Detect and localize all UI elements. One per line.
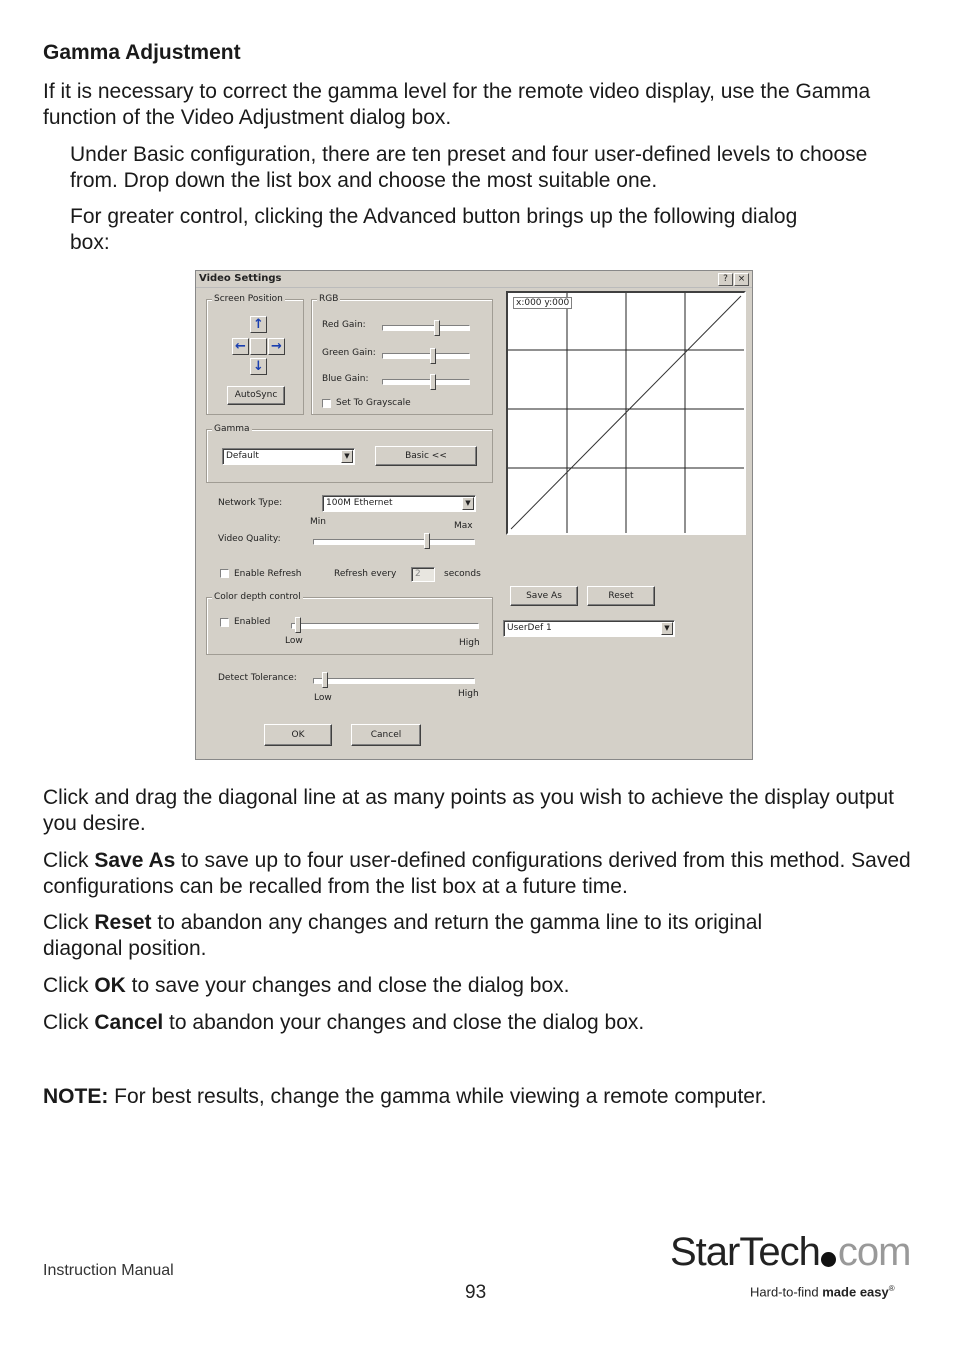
arrow-up-icon[interactable]: ↑ (250, 316, 267, 333)
detect-high: High (458, 689, 479, 699)
color-depth-slider[interactable] (295, 617, 301, 633)
cancel-bold: Cancel (94, 1011, 164, 1034)
detect-tolerance-label: Detect Tolerance: (218, 673, 297, 683)
color-depth-track (291, 623, 479, 629)
gamma-label: Gamma (214, 424, 250, 434)
page-heading: Gamma Adjustment (43, 41, 241, 64)
basic-button[interactable]: Basic << (375, 446, 477, 466)
blue-gain-label: Blue Gain: (322, 374, 369, 384)
grayscale-label: Set To Grayscale (336, 398, 411, 408)
color-depth-enabled-label: Enabled (234, 617, 271, 627)
detect-tolerance-slider[interactable] (322, 672, 328, 688)
page-number: 93 (465, 1282, 487, 1303)
cancel-button[interactable]: Cancel (351, 724, 421, 746)
gamma-curve-graph[interactable] (506, 291, 746, 535)
green-gain-slider[interactable] (430, 348, 436, 364)
enable-refresh-label: Enable Refresh (234, 569, 302, 579)
ok-bold: OK (94, 974, 126, 997)
video-quality-slider[interactable] (424, 533, 430, 549)
close-button[interactable]: × (734, 273, 749, 286)
screen-position-label: Screen Position (214, 294, 283, 304)
ok-prefix: Click (43, 974, 95, 997)
footer-manual-label: Instruction Manual (43, 1262, 174, 1279)
gamma-select-value: Default (226, 451, 259, 461)
reset-suffix: to abandon any changes and return the gamma line to its original diagonal position. (43, 911, 763, 960)
advanced-paragraph: For greater control, clicking the Advanced button brings up the following dialog box: (70, 205, 798, 254)
autosync-button[interactable]: AutoSync (227, 386, 285, 405)
gamma-select[interactable] (222, 448, 355, 465)
gamma-curve-svg (508, 293, 744, 533)
blue-gain-slider[interactable] (430, 374, 436, 390)
refresh-interval-input[interactable]: 2 (411, 567, 435, 582)
reset-prefix: Click (43, 911, 95, 934)
network-type-value: 100M Ethernet (326, 498, 393, 508)
network-type-label: Network Type: (218, 498, 283, 508)
network-type-select[interactable] (322, 495, 476, 512)
save-as-suffix: to save up to four user-defined configurations derived from this method. Saved configurations can be recalled from the list box at a future time. (43, 849, 911, 898)
reset-paragraph (43, 910, 843, 962)
red-gain-track (382, 325, 470, 331)
reset-bold: Reset (94, 911, 152, 934)
intro-paragraph: If it is necessary to correct the gamma level for the remote video display, use the Gamma function of the Video Adjustment dialog box. (43, 80, 871, 129)
enable-refresh-checkbox[interactable] (220, 569, 229, 578)
cancel-suffix: to abandon your changes and close the dialog box. (163, 1011, 645, 1034)
rgb-label: RGB (319, 294, 339, 304)
startech-logo (670, 1230, 910, 1310)
color-depth-checkbox[interactable] (220, 618, 229, 627)
logo-tagline-a: Hard-to-find (750, 1284, 823, 1300)
red-gain-slider[interactable] (434, 320, 440, 336)
chevron-down-icon[interactable]: ▼ (661, 622, 673, 635)
ok-button[interactable]: OK (264, 724, 332, 746)
note-bold: NOTE: (43, 1085, 109, 1108)
help-button[interactable]: ? (718, 273, 733, 286)
cancel-prefix: Click (43, 1011, 95, 1034)
video-quality-label: Video Quality: (218, 534, 281, 544)
detect-tolerance-track (313, 678, 475, 684)
detect-low: Low (314, 693, 332, 703)
save-as-bold: Save As (94, 849, 176, 872)
green-gain-track (382, 353, 470, 359)
user-def-select[interactable] (503, 620, 675, 637)
reset-button[interactable]: Reset (587, 586, 655, 606)
video-quality-max: Max (454, 521, 473, 531)
save-as-button[interactable]: Save As (510, 586, 578, 606)
dialog-titlebar (196, 271, 752, 288)
user-def-value: UserDef 1 (507, 623, 552, 633)
blue-gain-track (382, 379, 470, 385)
logo-dot (821, 1252, 836, 1267)
color-depth-low: Low (285, 636, 303, 646)
note-paragraph (43, 1084, 913, 1110)
save-as-prefix: Click (43, 849, 95, 872)
chevron-down-icon[interactable]: ▼ (341, 450, 353, 463)
note-text: For best results, change the gamma while viewing a remote computer. (108, 1085, 767, 1108)
ok-paragraph (43, 973, 913, 999)
green-gain-label: Green Gain: (322, 348, 376, 358)
video-quality-min: Min (310, 517, 326, 527)
color-depth-label: Color depth control (214, 592, 301, 602)
chevron-down-icon[interactable]: ▼ (462, 497, 474, 510)
arrow-down-icon[interactable]: ↓ (250, 358, 267, 375)
refresh-every-label: Refresh every (334, 569, 397, 579)
ok-suffix: to save your changes and close the dialog box. (125, 974, 570, 997)
color-depth-group (206, 592, 493, 655)
logo-tagline-b: made easy (822, 1284, 889, 1300)
seconds-label: seconds (444, 569, 481, 579)
gamma-group (206, 424, 493, 483)
video-quality-track (313, 539, 475, 545)
red-gain-label: Red Gain: (322, 320, 366, 330)
logo-brand-a: StarTech (670, 1230, 820, 1274)
graph-coordinate-readout: x:000 y:000 (513, 297, 572, 309)
logo-registered: ® (888, 1284, 895, 1293)
video-settings-dialog (195, 270, 753, 760)
rgb-group (311, 294, 493, 415)
color-depth-high: High (459, 638, 480, 648)
arrow-center (250, 338, 267, 355)
screen-position-group (206, 294, 304, 415)
save-as-paragraph (43, 848, 923, 900)
basic-config-paragraph: Under Basic configuration, there are ten preset and four user-defined levels to choose from. Drop down the list box and choose the most suitable one. (70, 143, 868, 192)
cancel-paragraph (43, 1010, 913, 1036)
dialog-title: Video Settings (199, 273, 282, 284)
drag-line-paragraph: Click and drag the diagonal line at as many points as you wish to achieve the display output you desire. (43, 786, 895, 835)
arrow-right-icon[interactable]: → (268, 338, 285, 355)
grayscale-checkbox[interactable] (322, 399, 331, 408)
logo-brand-b: com (837, 1230, 911, 1274)
arrow-left-icon[interactable]: ← (232, 338, 249, 355)
